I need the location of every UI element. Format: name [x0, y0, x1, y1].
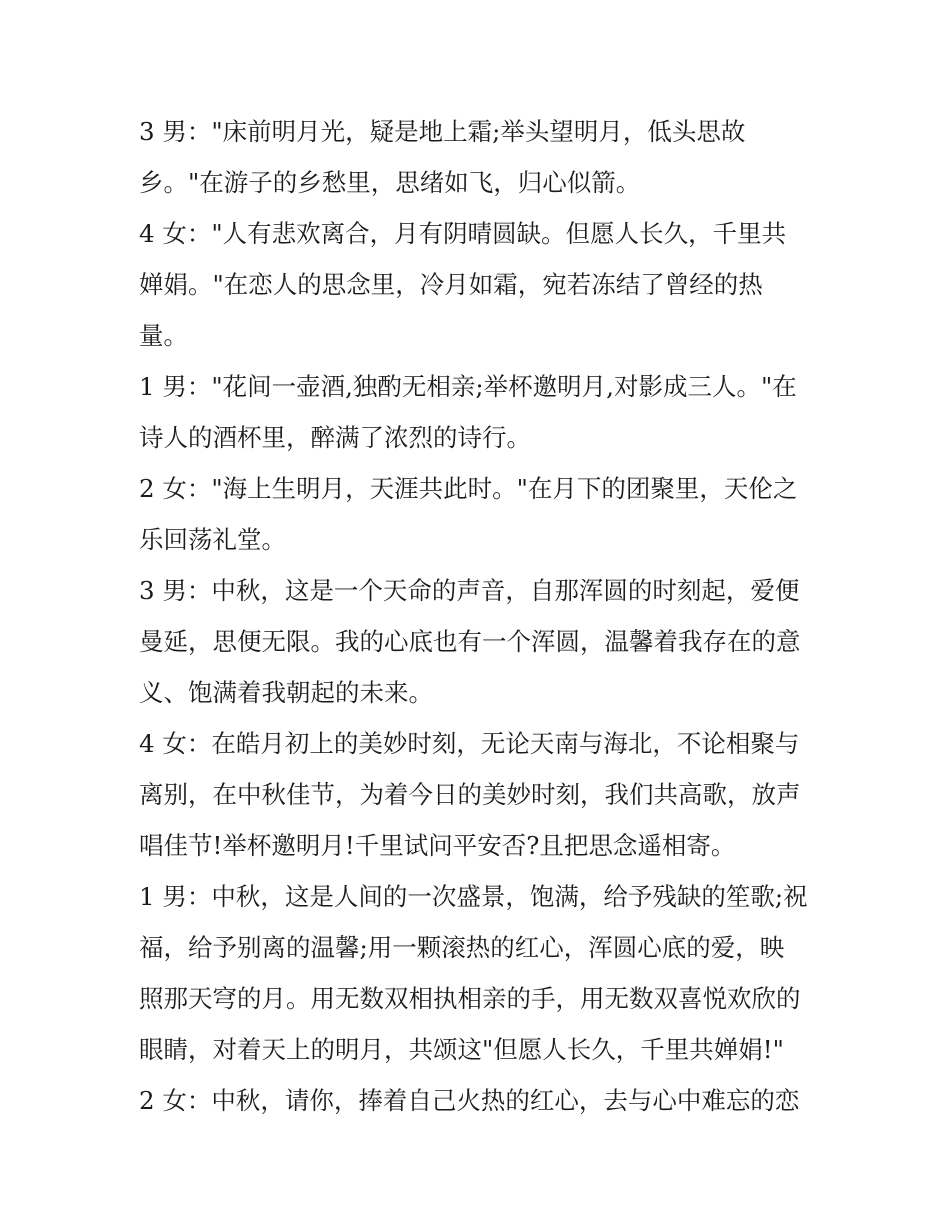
- document-body: [139, 106, 819, 1126]
- text-line: 2 女："海上生明月，天涯共此时。"在月下的团聚里，天伦之: [139, 474, 798, 503]
- text-line: 4 女："人有悲欢离合，月有阴晴圆缺。但愿人长久，千里共: [139, 219, 787, 248]
- text-line: 诗人的酒杯里，醉满了浓烈的诗行。: [139, 423, 531, 452]
- text-line: 乐回荡礼堂。: [139, 525, 286, 554]
- text-line: 1 男："花间一壶酒,独酌无相亲;举杯邀明月,对影成三人。"在: [139, 372, 797, 401]
- text-line: 婵娟。"在恋人的思念里，冷月如霜，宛若冻结了曾经的热: [139, 270, 763, 299]
- text-line: 唱佳节!举杯邀明月!千里试问平安否?且把思念遥相寄。: [139, 831, 736, 860]
- text-line: 3 男："床前明月光，疑是地上霜;举头望明月，低头思故: [139, 117, 746, 146]
- text-line: 福，给予别离的温馨;用一颗滚热的红心，浑圆心底的爱，映: [139, 933, 785, 962]
- text-line: 照那天穹的月。用无数双相执相亲的手，用无数双喜悦欢欣的: [139, 984, 801, 1013]
- text-line: 3 男：中秋，这是一个天命的声音，自那浑圆的时刻起，爱便: [139, 576, 800, 605]
- text-line: 眼睛，对着天上的明月，共颂这"但愿人长久，千里共婵娟!": [139, 1035, 784, 1064]
- text-line: 2 女：中秋，请你，捧着自己火热的红心，去与心中难忘的恋: [139, 1086, 800, 1115]
- text-line: 离别，在中秋佳节，为着今日的美妙时刻，我们共高歌，放声: [139, 780, 801, 809]
- text-line: 4 女：在皓月初上的美妙时刻，无论天南与海北，不论相聚与: [139, 729, 800, 758]
- text-line: 量。: [139, 321, 188, 350]
- text-line: 义、饱满着我朝起的未来。: [139, 678, 433, 707]
- text-line: 曼延，思便无限。我的心底也有一个浑圆，温馨着我存在的意: [139, 627, 801, 656]
- text-line: 乡。"在游子的乡愁里，思绪如飞，归心似箭。: [139, 168, 641, 197]
- text-line: 1 男：中秋，这是人间的一次盛景，饱满，给予残缺的笙歌;祝: [139, 882, 808, 911]
